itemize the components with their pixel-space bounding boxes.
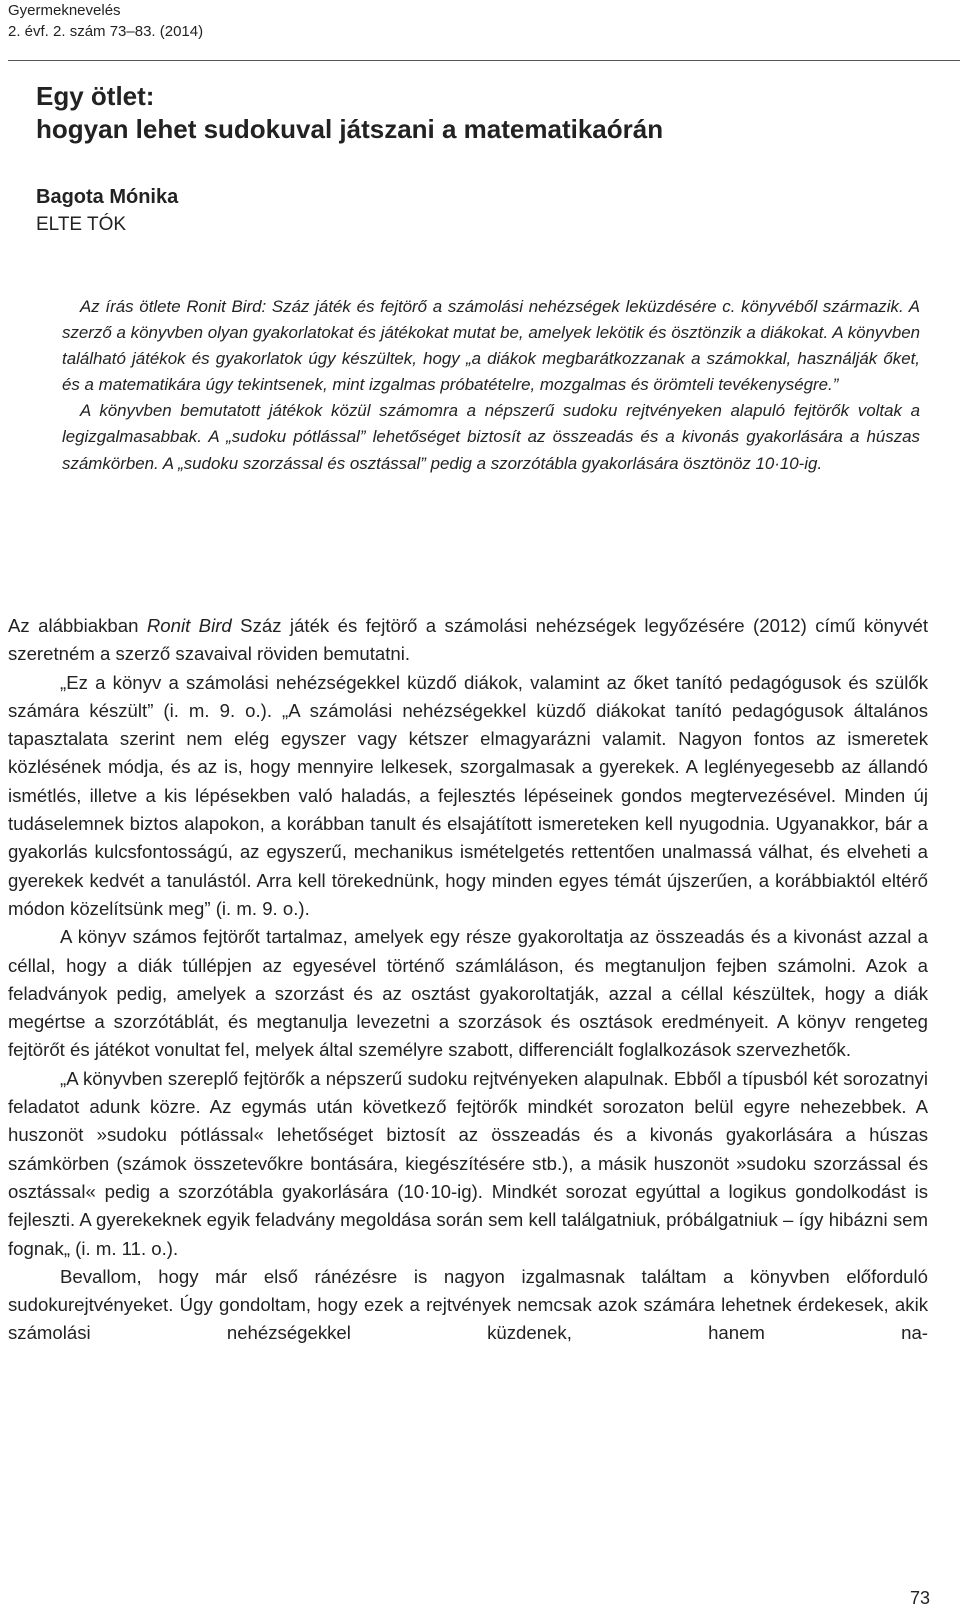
body-paragraph-3: A könyv számos fejtörőt tartalmaz, amelyek egy része gyakoroltatja az összeadás és a kivonást azzal a céllal, hogy a diák túllépjen az egyesével történő számláláson, és megtanuljon fejben számolni. Azok a feladványok pedig, amelyek a szorzást és az osztást gyakoroltatják, azzal a céllal készültek, hogy a diák megértse a szorzótáblát, és megtanulja levezetni a szorzások és osztások eredményeit. A könyv rengeteg fejtörőt és játékot vonultat fel, melyek által személyre szabott, differenciált foglalkozások szervezhetők. bbox=[8, 926, 928, 1061]
header-divider bbox=[8, 60, 960, 61]
abstract-paragraph-1: Az írás ötlete Ronit Bird: Száz játék és fejtörő a számolási nehézségek leküzdésére c. könyvéből származik. A szerző a könyvben olyan gyakorlatokat és játékokat mutat be, amelyek lekötik és ösztönzik a diákokat. A könyvben található játékok és gyakorlatok úgy készültek, hogy „a diákok megbarátkozzanak a számokkal, használják őket, és a matematikára úgy tekintsenek, mint izgalmas próbatételre, mozgalmas és örömteli tevékenységre.” bbox=[62, 297, 920, 395]
page-number: 73 bbox=[909, 1588, 930, 1608]
journal-header bbox=[8, 0, 203, 42]
abstract bbox=[62, 294, 920, 477]
body-p1-after: Száz játék és fejtörő a számolási nehézségek legyőzésére (2012) című könyvét szeretném a szerző szavaival röviden bemutatni. bbox=[8, 615, 928, 665]
abstract-paragraph-2: A könyvben bemutatott játékok közül számomra a népszerű sudoku rejtvényeken alapuló fejtörők voltak a legizgalmasabbak. A „sudoku pótlással” lehetőséget biztosít az összeadás és a kivonás gyakorlására a húszas számkörben. A „sudoku szorzással és osztással” pedig a szorzótábla gyakorlására ösztönöz 10·10-ig. bbox=[62, 401, 920, 473]
body-paragraph-4: „A könyvben szereplő fejtörők a népszerű sudoku rejtvényeken alapulnak. Ebből a típusból két sorozatnyi feladatot adunk közre. Az egymás után következő fejtörők mindkét sorozaton belül egyre nehezebbek. A huszonöt »sudoku pótlással« lehetőséget biztosít az összeadás és a kivonás gyakorlására a húszas számkörben (számok összetevőkre bontására, kiegészítésére stb.), a másik huszonöt »sudoku szorzással és osztással« pedig a szorzótábla gyakorlására (10·10-ig). Mindkét sorozat egyúttal a logikus gondolkodást is fejleszti. A gyerekeknek egyik feladvány megoldása során sem kell találgatniuk, próbálgatniuk – így hibázni sem fognak„ (i. m. 11. o.). bbox=[8, 1067, 928, 1259]
article-title bbox=[36, 80, 663, 146]
author-name: Bagota Mónika bbox=[36, 186, 179, 208]
body-paragraph-5: Bevallom, hogy már első ránézésre is nagyon izgalmasnak találtam a könyvben előforduló sudokurejtvényeket. Úgy gondoltam, hogy ezek a rejtvények nemcsak azok számára lehetnek érdekesek, akik számolási nehézségekkel küzdenek, hanem na- bbox=[8, 1265, 928, 1344]
body-paragraph-1 bbox=[8, 612, 928, 669]
body-p1-before: Az alábbiakban bbox=[8, 615, 147, 636]
journal-name: Gyermeknevelés bbox=[8, 2, 121, 19]
body-p1-author: Ronit Bird bbox=[146, 615, 232, 636]
journal-issue: 2. évf. 2. szám 73–83. (2014) bbox=[8, 23, 204, 40]
title-line-1: Egy ötlet: bbox=[36, 81, 155, 111]
article-body bbox=[8, 612, 928, 1348]
body-paragraph-2: „Ez a könyv a számolási nehézségekkel küzdő diákok, valamint az őket tanító pedagógusok és szülők számára készült” (i. m. 9. o.). „A számolási nehézségekkel küzdő diákokat tanító pedagógusok általános tapasztalata szerint nem elég egyszer vagy kétszer elmagyarázni valamit. Nagyon fontos az ismeretek közlésének módja, és az is, hogy mennyire lelkesek, szorgalmasak a gyerekek. A leglényegesebb az állandó ismétlés, illetve a kis lépésekben való haladás, a fejlesztés lépéseinek gondos megtervezésével. Minden új tudáselemnek biztos alapokon, a korábban tanult és elsajátított ismereteken kell nyugodnia. Ugyanakkor, bár a gyakorlás kulcsfontosságú, az egyszerű, mechanikus ismételgetés rettentően unalmassá válhat, és elveheti a gyerekek kedvét a tanulástól. Arra kell törekednünk, hogy minden egyes témát újszerűen, a korábbiaktól eltérő módon közelítsünk meg” (i. m. 9. o.). bbox=[8, 671, 928, 919]
title-line-2: hogyan lehet sudokuval játszani a matematikaórán bbox=[36, 114, 664, 144]
author-affiliation: ELTE TÓK bbox=[36, 214, 127, 235]
